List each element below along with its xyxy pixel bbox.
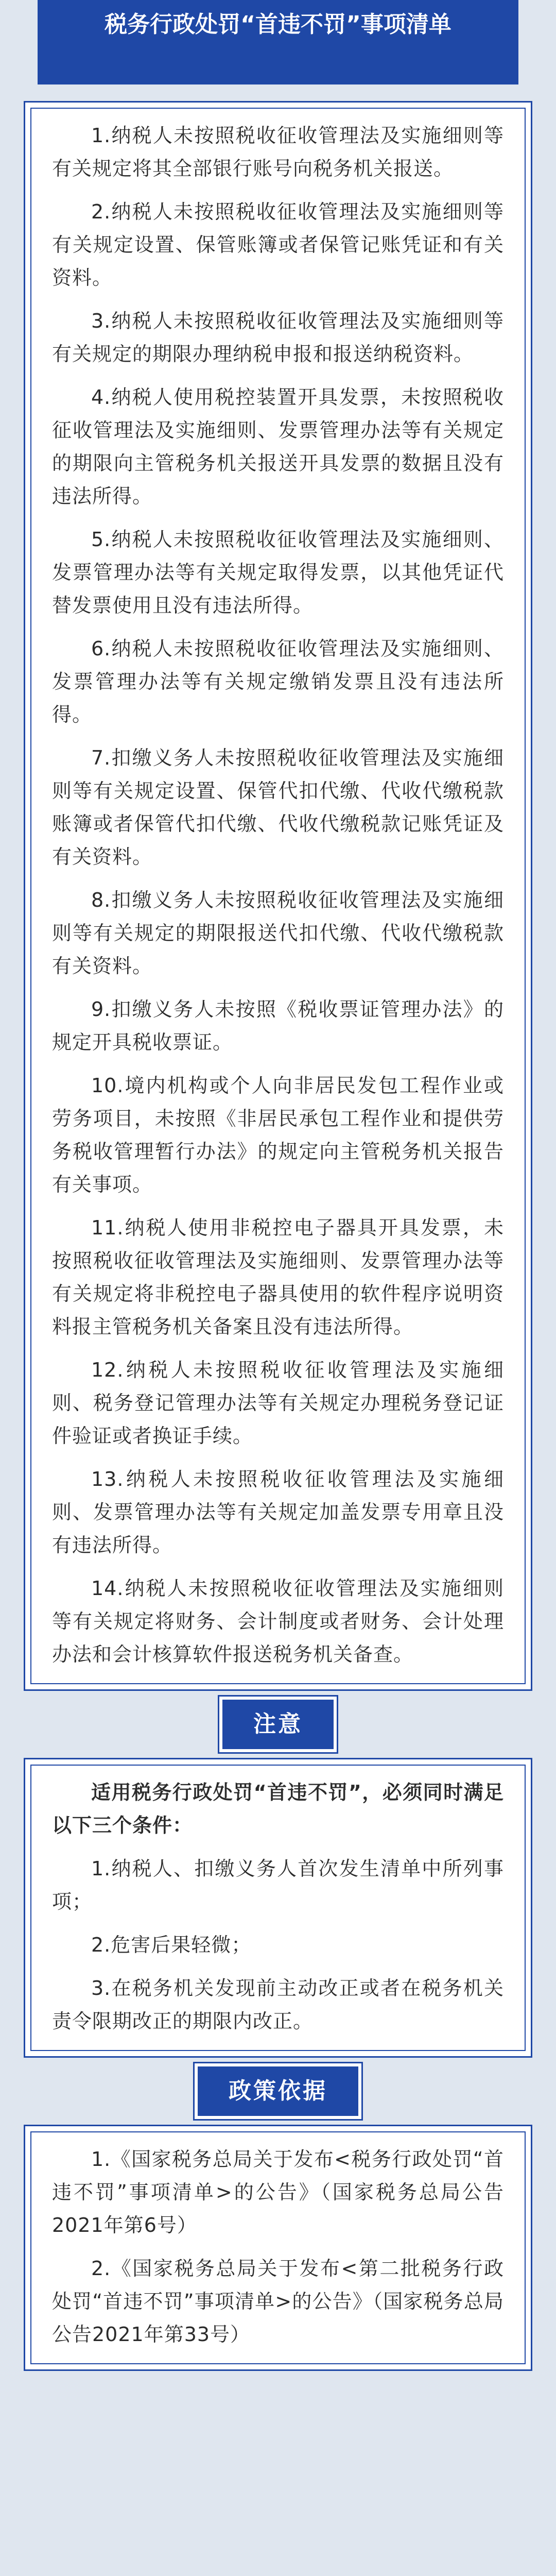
title-banner	[38, 0, 518, 84]
list-item: 6.纳税人未按照税收征收管理法及实施细则、发票管理办法等有关规定缴销发票且没有违法所得。	[52, 637, 504, 726]
page-title: 税务行政处罚“首违不罚”事项清单	[105, 11, 451, 38]
basis-heading-label: 政策依据	[195, 2063, 361, 2119]
list-item: 3.纳税人未按照税收征收管理法及实施细则等有关规定的期限办理纳税申报和报送纳税资料。	[52, 310, 504, 365]
basis-card	[24, 2125, 532, 2371]
list-item: 8.扣缴义务人未按照税收征收管理法及实施细则等有关规定的期限报送代扣代缴、代收代缴税款有关资料。	[52, 889, 504, 977]
notice-condition: 3.在税务机关发现前主动改正或者在税务机关责令限期改正的期限内改正。	[52, 1977, 504, 2032]
list-item: 4.纳税人使用税控装置开具发票，未按照税收征收管理法及实施细则、发票管理办法等有关规定的期限向主管税务机关报送开具发票的数据且没有违法所得。	[52, 386, 504, 507]
list-item: 9.扣缴义务人未按照《税收票证管理办法》的规定开具税收票证。	[52, 998, 504, 1054]
list-item: 5.纳税人未按照税收征收管理法及实施细则、发票管理办法等有关规定取得发票，以其他凭证代替发票使用且没有违法所得。	[52, 528, 504, 617]
basis-content	[30, 2131, 526, 2364]
list-item: 1.纳税人未按照税收征收管理法及实施细则等有关规定将其全部银行账号向税务机关报送。	[52, 124, 504, 180]
basis-heading	[0, 2058, 556, 2125]
notice-condition: 2.危害后果轻微；	[91, 1934, 252, 1956]
basis-reference: 2.《国家税务总局关于发布<第二批税务行政处罚“首违不罚”事项清单>的公告》（国家税务总局公告2021年第33号）	[52, 2257, 504, 2346]
list-item: 10.境内机构或个人向非居民发包工程作业或劳务项目，未按照《非居民承包工程作业和提供劳务税收管理暂行办法》的规定向主管税务机关报告有关事项。	[52, 1074, 504, 1196]
notice-condition: 1.纳税人、扣缴义务人首次发生清单中所列事项；	[52, 1857, 504, 1913]
basis-reference: 1.《国家税务总局关于发布<税务行政处罚“首违不罚”事项清单>的公告》（国家税务总局公告2021年第6号）	[52, 2148, 504, 2236]
list-item: 14.纳税人未按照税收征收管理法及实施细则等有关规定将财务、会计制度或者财务、会计处理办法和会计核算软件报送税务机关备查。	[52, 1577, 504, 1666]
list-item: 13.纳税人未按照税收征收管理法及实施细则、发票管理办法等有关规定加盖发票专用章且没有违法所得。	[52, 1468, 504, 1556]
notice-heading	[0, 1691, 556, 1758]
items-list	[30, 108, 526, 1684]
list-item: 2.纳税人未按照税收征收管理法及实施细则等有关规定设置、保管账簿或者保管记账凭证和有关资料。	[52, 200, 504, 289]
notice-intro: 适用税务行政处罚“首违不罚”，必须同时满足以下三个条件：	[52, 1781, 504, 1837]
items-card	[24, 101, 532, 1691]
notice-heading-label: 注意	[219, 1697, 337, 1752]
list-item: 11.纳税人使用非税控电子器具开具发票，未按照税收征收管理法及实施细则、发票管理办法等有关规定将非税控电子器具使用的软件程序说明资料报主管税务机关备案且没有违法所得。	[52, 1216, 504, 1338]
notice-card	[24, 1758, 532, 2058]
notice-content	[30, 1765, 526, 2051]
list-item: 12.纳税人未按照税收征收管理法及实施细则、税务登记管理办法等有关规定办理税务登记证件验证或者换证手续。	[52, 1359, 504, 1447]
spacer	[0, 84, 556, 101]
list-item: 7.扣缴义务人未按照税收征收管理法及实施细则等有关规定设置、保管代扣代缴、代收代缴税款账簿或者保管代扣代缴、代收代缴税款记账凭证及有关资料。	[52, 747, 504, 868]
